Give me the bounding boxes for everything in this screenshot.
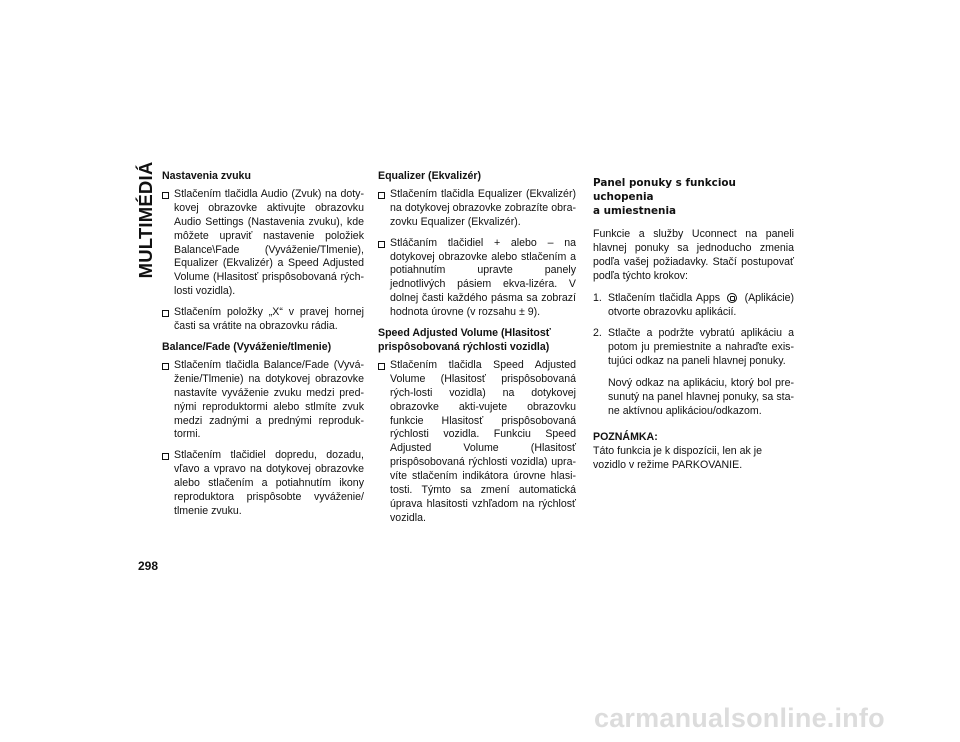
numbered-step-1 — [593, 292, 794, 320]
intro-paragraph: Funkcie a služby Uconnect na paneli hlavnej ponuky sa jednoducho zmenia podľa vašej požiadavky. Stačí postupovať podľa týchto krokov: — [593, 228, 794, 282]
page-number: 298 — [138, 559, 159, 573]
bullet-item: Stlačením tlačidiel dopredu, dozadu, vľavo a vpravo na dotykovej obrazovke alebo stlačením a potiahnutím ikony reproduktora prispôsobte vyváženie/ tlmenie zvuku. — [162, 449, 364, 519]
heading-speed-adjusted-volume: Speed Adjusted Volume (Hlasitosť prispôsobovaná rýchlosti vozidla) — [378, 327, 551, 353]
bullet-item: Stláčaním tlačidiel + alebo – na dotykovej obrazovke alebo stlačením a potiahnutím upravte panely jednotlivých pásiem ekva-lizéra. V dolnej časti každého pásma sa zobrazí hodnota úrovne (v rozsahu ± 9). — [378, 237, 576, 320]
step-text: Stlačte a podržte vybratú aplikáciu a potom ju premiestnite a nahraďte exis-tujúci odkaz na paneli hlavnej ponuky. — [608, 327, 794, 368]
watermark: carmanualsonline.info — [594, 703, 885, 733]
section-side-tab — [134, 160, 158, 280]
bullet-item: Stlačením tlačidla Equalizer (Ekvalizér) na dotykovej obrazovke zobrazíte obra-zovku Equalizer (Ekvalizér). — [378, 188, 576, 230]
section-title: MULTIMÉDIÁ — [135, 161, 156, 279]
column-middle — [378, 170, 576, 533]
heading-line-2: a umiestnenia — [593, 205, 677, 217]
bullet-item: Stlačením tlačidla Speed Adjusted Volume (Hlasitosť prispôsobovaná rých-losti vozidla) na dotykovej obrazovke akti-vujete obrazovku funkcie Hlasitosť prispôsobovaná rýchlosti vozidla. Funkciu Speed Adjusted Volume (Hlasitosť prispôsobovaná rýchlosti vozidla) upra-víte stlačením indikátora úrovne hlasi-tosti. Týmto sa zmení automatická úprava hlasitosti vzhľadom na rýchlosť vozidla. — [378, 359, 576, 526]
numbered-step-2 — [593, 327, 794, 369]
step-2-followup: Nový odkaz na aplikáciu, ktorý bol pre-sunutý na panel hlavnej ponuky, sa sta-ne aktívnou aplikáciou/odkazom. — [608, 377, 794, 417]
heading-drag-drop-menu — [593, 176, 794, 218]
note-heading: POZNÁMKA: — [593, 430, 658, 443]
step-text: (Aplikácie) otvorte obrazovku aplikácií. — [608, 291, 795, 318]
bullet-item: Stlačením tlačidla Audio (Zvuk) na doty-kovej obrazovke aktivujte obrazovku Audio Settings (Nastavenia zvuku), kde môžete upraviť nastavenie položiek Balance\Fade (Vyváženie/Tlmenie), Equalizer (Ekvalizér) a Speed Adjusted Volume (Hlasitosť prispôsobovaná rých-losti vozidla). — [162, 188, 364, 299]
bullet-item: Stlačením položky „X“ v pravej hornej časti sa vrátite na obrazovku rádia. — [162, 306, 364, 334]
heading-line-1: Panel ponuky s funkciou uchopenia — [593, 177, 736, 203]
bullet-item: Stlačením tlačidla Balance/Fade (Vyvá-ženie/Tlmenie) na dotykovej obrazovke nastavíte vyváženie zvuku medzi pred-nými reproduktormi alebo stlmíte zvuk medzi zadnými a prednými reproduk-tormi. — [162, 359, 364, 442]
note-text: Táto funkcia je k dispozícii, len ak je vozidlo v režime PARKOVANIE. — [593, 444, 762, 471]
step-text: Stlačením tlačidla Apps — [608, 291, 721, 304]
step-number: 1. — [593, 291, 602, 304]
heading-equalizer: Equalizer (Ekvalizér) — [378, 170, 482, 182]
column-right — [593, 170, 794, 473]
column-left — [162, 170, 364, 526]
heading-audio-settings: Nastavenia zvuku — [162, 170, 251, 182]
apps-icon — [727, 293, 737, 303]
heading-balance-fade: Balance/Fade (Vyváženie/tlmenie) — [162, 340, 332, 353]
step-number: 2. — [593, 327, 602, 340]
